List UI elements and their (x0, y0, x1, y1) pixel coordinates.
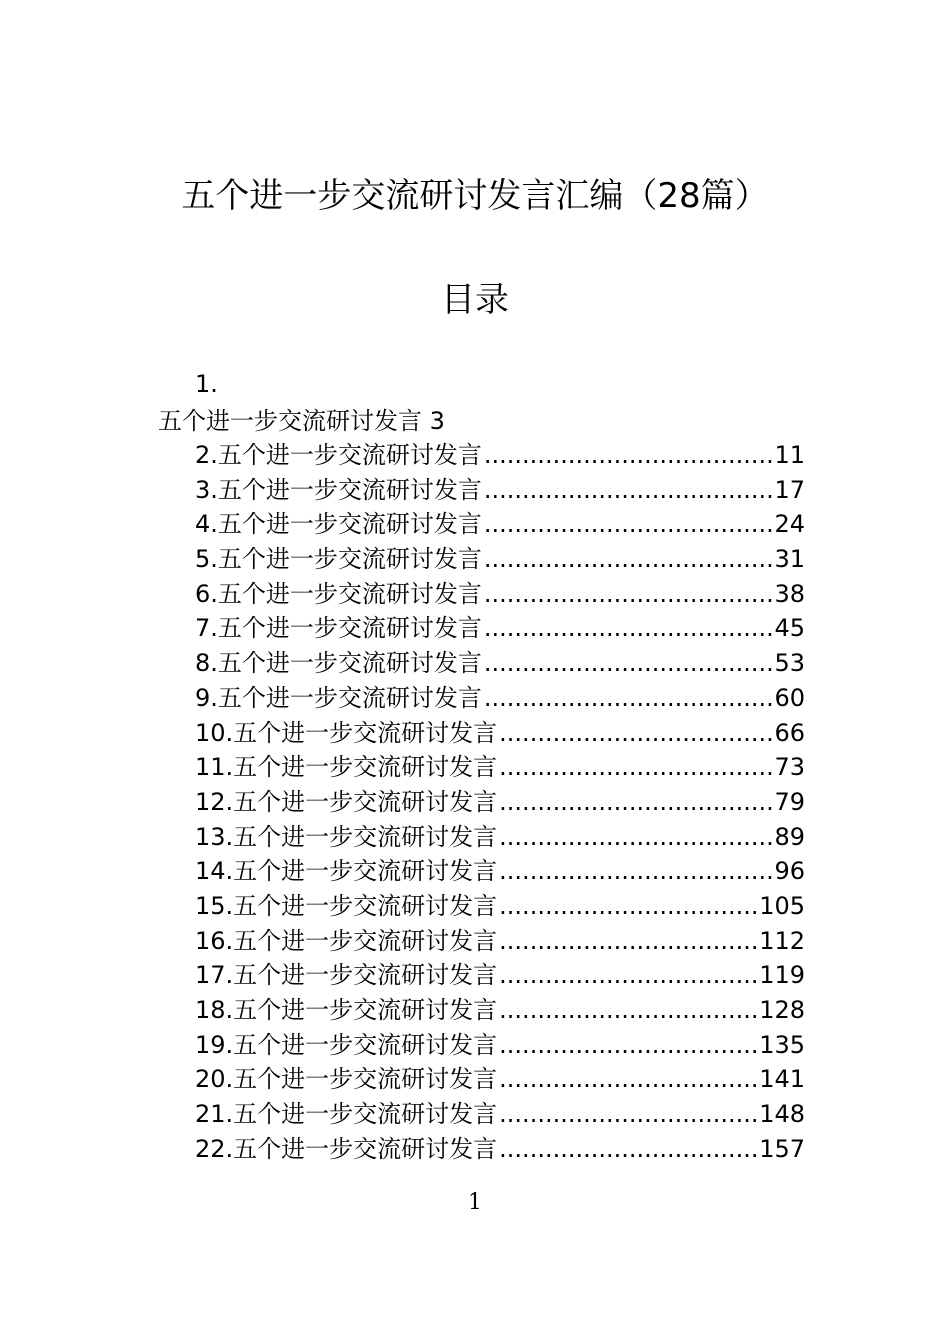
toc-entry-label: 7.五个进一步交流研讨发言 (195, 614, 482, 643)
toc-dot-leader (499, 1097, 757, 1132)
toc-entry-page-number: 17 (774, 475, 805, 504)
page-number: 1 (468, 1190, 482, 1215)
toc-entry-label: 15.五个进一步交流研讨发言 (195, 891, 498, 920)
toc-entry-page-number: 96 (774, 857, 805, 886)
toc-dot-leader (499, 785, 772, 820)
document-title: 五个进一步交流研讨发言汇编（28篇） (181, 176, 769, 216)
toc-entry-page-number: 11 (774, 441, 805, 469)
toc-entry-label: 10.五个进一步交流研讨发言 (195, 718, 498, 747)
toc-entry-page-number: 157 (759, 1134, 805, 1163)
toc-entry-page-number: 141 (759, 1065, 805, 1094)
toc-dot-leader (499, 1132, 757, 1167)
toc-entry-label: 5.五个进一步交流研讨发言 (195, 545, 482, 574)
toc-entry-label: 3.五个进一步交流研讨发言 (195, 475, 482, 504)
toc-entry-label: 6.五个进一步交流研讨发言 (195, 579, 482, 608)
toc-dot-leader (484, 542, 773, 577)
toc-entry[interactable] (195, 1097, 805, 1132)
toc-entry-label: 22.五个进一步交流研讨发言 (195, 1134, 498, 1163)
toc-dot-leader (499, 889, 757, 924)
toc-entry-label: 16.五个进一步交流研讨发言 (195, 926, 498, 955)
toc-dot-leader (499, 854, 772, 889)
toc-entry[interactable] (195, 646, 805, 681)
toc-entry-page-number: 60 (774, 683, 805, 712)
toc-entry[interactable] (195, 473, 805, 508)
toc-entry[interactable] (195, 785, 805, 820)
toc-entry[interactable] (195, 993, 805, 1028)
toc-entry-page-number: 112 (759, 926, 805, 955)
toc-entry-label: 20.五个进一步交流研讨发言 (195, 1065, 498, 1094)
toc-entry[interactable] (195, 820, 805, 855)
toc-dot-leader (499, 750, 772, 785)
toc-entry[interactable] (195, 681, 805, 716)
toc-entry-page-number: 66 (774, 718, 805, 747)
toc-dot-leader (499, 993, 757, 1028)
toc-entry-label: 2.五个进一步交流研讨发言 (195, 441, 482, 469)
toc-entry[interactable] (195, 958, 805, 993)
toc-dot-leader (484, 611, 773, 646)
toc-entry-label: 8.五个进一步交流研讨发言 (195, 649, 482, 678)
toc-entry[interactable] (195, 577, 805, 612)
toc-entry[interactable] (195, 611, 805, 646)
toc-entry-label: 12.五个进一步交流研讨发言 (195, 787, 498, 816)
toc-entry-page-number: 38 (774, 579, 805, 608)
toc-dot-leader (484, 438, 773, 473)
toc-entry[interactable] (195, 438, 805, 473)
toc-entry[interactable] (195, 1132, 805, 1167)
toc-entry-page-number: 119 (759, 961, 805, 990)
toc-entry[interactable] (195, 1028, 805, 1063)
toc-dot-leader (499, 1062, 757, 1097)
toc-dot-leader (499, 820, 772, 855)
toc-entry[interactable] (195, 1062, 805, 1097)
toc-entry-label: 14.五个进一步交流研讨发言 (195, 857, 498, 886)
toc-entry-page-number: 135 (759, 1030, 805, 1059)
toc-entry-page-number: 24 (774, 510, 805, 539)
toc-dot-leader (484, 473, 773, 508)
toc-entry-label: 21.五个进一步交流研讨发言 (195, 1100, 498, 1129)
toc-dot-leader (499, 716, 772, 751)
toc-entry-page-number: 73 (774, 753, 805, 782)
toc-entry[interactable] (195, 854, 805, 889)
toc-entry[interactable] (195, 750, 805, 785)
toc-entry-label: 17.五个进一步交流研讨发言 (195, 961, 498, 990)
toc-heading: 目录 (441, 280, 509, 320)
toc-dot-leader (484, 577, 773, 612)
toc-dot-leader (499, 924, 757, 959)
toc-entry-page-number: 148 (759, 1100, 805, 1129)
toc-entry-label: 19.五个进一步交流研讨发言 (195, 1030, 498, 1059)
toc-entry-1-number[interactable]: 1. (195, 370, 218, 398)
toc-entry[interactable] (195, 924, 805, 959)
toc-dot-leader (484, 507, 773, 542)
toc-entry-page-number: 105 (759, 891, 805, 920)
toc-entry-page-number: 53 (774, 649, 805, 678)
toc-entry[interactable] (195, 542, 805, 577)
toc-entry-page-number: 31 (774, 545, 805, 574)
toc-entry[interactable] (195, 889, 805, 924)
toc-entry-1-text[interactable]: 五个进一步交流研讨发言 3 (158, 407, 445, 435)
toc-entry[interactable] (195, 716, 805, 751)
toc-dot-leader (499, 1028, 757, 1063)
toc-entry-label: 18.五个进一步交流研讨发言 (195, 996, 498, 1024)
toc-entry-page-number: 79 (774, 787, 805, 816)
toc-entry-label: 9.五个进一步交流研讨发言 (195, 683, 482, 712)
toc-dot-leader (484, 646, 773, 681)
toc-dot-leader (484, 681, 773, 716)
toc-entry-label: 4.五个进一步交流研讨发言 (195, 510, 482, 539)
toc-entry-label: 11.五个进一步交流研讨发言 (195, 753, 498, 782)
toc-entry-page-number: 45 (774, 614, 805, 643)
toc-entry[interactable] (195, 507, 805, 542)
toc-dot-leader (499, 958, 757, 993)
toc-entry-label: 13.五个进一步交流研讨发言 (195, 822, 498, 851)
toc-entry-page-number: 89 (774, 822, 805, 851)
toc-list (195, 438, 805, 1166)
toc-entry-page-number: 128 (759, 996, 805, 1024)
